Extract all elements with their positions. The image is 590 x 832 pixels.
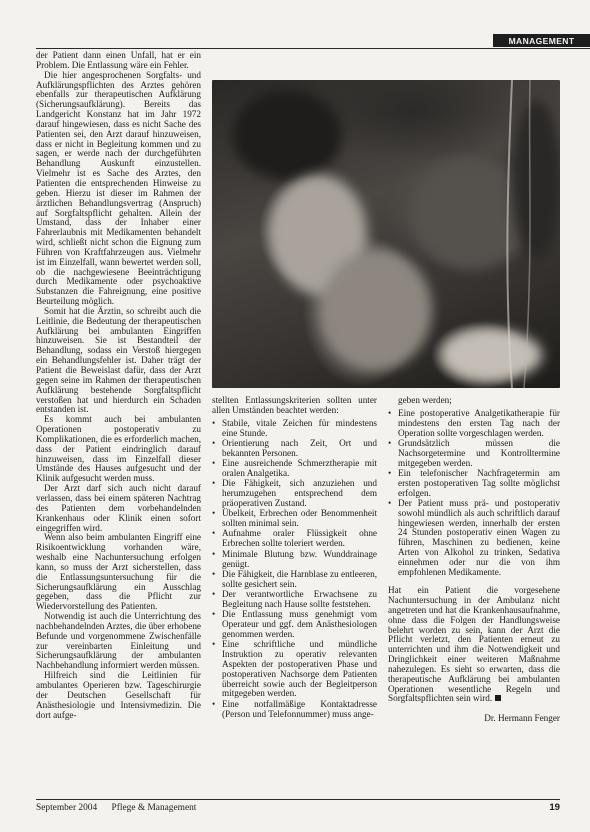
list-item: • Eine postoperative Analgetikatherapie für mindestens den ersten Tag nach der Operation sollte vorgeschlagen werden.	[388, 407, 560, 438]
text-column-2	[212, 396, 377, 798]
end-of-article-mark	[495, 695, 501, 701]
discharge-criteria-list-continued	[388, 409, 560, 578]
paragraph: Wenn also beim ambulanten Eingriff eine Risikoentwicklung vorhanden wäre, weshalb eine Nachuntersuchung erfolgen kann, so muss der Arzt sicherstellen, dass die Entlassungsuntersuchung für die Sicherungsaufklärung ein Ausschlag gegeben, dass die Pflicht zur Wiedervorstellung des Patienten.	[36, 532, 201, 612]
paragraph: Die hier angesprochenen Sorgfalts- und Aufklärungspflichten des Arztes gehören ebenfalls zur therapeutischen Aufklärung (Sicherungsaufklärung). Bereits das Landgericht Konstanz hat im Jahr 1972 darauf hingewiesen, dass es nicht Sache des Patienten sei, den Arzt darauf hinzuweisen, dass er nicht in Begleitung kommen und zu sagen, er werde nach der durchgeführten Behandlung Auskunft einzustellen. Vielmehr ist es Sache des Arztes, den Patienten die entsprechenden Hinweise zu geben. Hierzu ist dieser im Rahmen der ärztlichen Behandlungsvertrag (Anspruch) auf Sorgfaltspflicht gehalten. Allein der Umstand, dass der Inhaber einer Fahrerlaubnis mit Medikamenten behandelt wird, schließt nicht schon die Eignung zum Führen von Kraftfahrzeugen aus. Vielmehr ist im Einzelfall, wann bewertet werden soll, ob die nachgewiesene Beeinträchtigung durch Medikamente oder psychoaktive Substanzen die Fahreignung, eine positive Beurteilung möglich.	[36, 69, 201, 307]
list-item: • Übelkeit, Erbrechen oder Benommenheit sollten minimal sein.	[212, 508, 377, 529]
list-item: • Eine ausreichende Schmerztherapie mit oralen Analgetika.	[212, 458, 377, 478]
section-tag: MANAGEMENT	[493, 34, 590, 47]
list-item: • Die Entlassung muss genehmigt vom Operateur und ggf. dem Anästhesiologen genommen werden.	[212, 609, 377, 639]
list-item: • Der Patient muss prä- und postoperativ sowohl mündlich als auch schriftlich darauf hingewiesen werden, innerhalb der ersten 24 Stunden postoperativ einen Wagen zu führen, Maschinen zu bedienen, keine Arten von Alkohol zu trinken, Sedativa einnehmen oder nur die von ihm empfohlenen Medikamente.	[388, 497, 560, 577]
text-column-1	[36, 51, 201, 798]
list-item: • Stabile, vitale Zeichen für mindestens eine Stunde.	[212, 417, 377, 438]
list-item: • Die Fähigkeit, die Harnblase zu entleeren, sollte gesichert sein.	[212, 568, 377, 589]
footer-info	[36, 803, 208, 813]
magazine-name: Pflege & Management	[111, 803, 197, 813]
paragraph: Hilfreich sind die Leitlinien für ambulantes Operieren bzw. Tageschirurgie der Deutschen Gesellschaft für Anästhesiologie und Intensivmedizin. Die dort aufge-	[36, 670, 201, 720]
paragraph: stellten Entlassungskriterien sollten unter allen Umständen beachtet werden:	[212, 396, 377, 415]
header-rule	[36, 48, 590, 49]
list-item: • Minimale Blutung bzw. Wunddrainage genügt.	[212, 548, 377, 569]
list-item: • Aufnahme oraler Flüssigkeit ohne Erbrechen sollte toleriert werden.	[212, 528, 377, 549]
paragraph: Es kommt auch bei ambulanten Operationen postoperativ zu Komplikationen, die es erforderlich machen, dass der Patient eindringlich darauf hinzuweisen, dass im Einzelfall dieser Umstände des Hauses aufgesucht und der Klinik aufgesucht werden muss.	[36, 414, 201, 484]
page-number: 19	[549, 802, 560, 813]
list-item: • Grundsätzlich müssen die Nachsorgetermine und Kontrolltermine mitgegeben werden.	[388, 437, 560, 468]
list-item: • Orientierung nach Zeit, Ort und bekannten Personen.	[212, 437, 377, 458]
paragraph: Notwendig ist auch die Unterrichtung des nachbehandelnden Arztes, die über erhobene Befunde und vorgenommene Zwischenfälle zur vereinbarten Einleitung und Sicherungsaufklärung der ambulanten Nachbehandlung informiert werden müssen.	[36, 611, 201, 671]
paragraph: Somit hat die Ärztin, so schreibt auch die Leitlinie, die Bedeutung der therapeutischen Aufklärung bei ambulanten Eingriffen hinzuweisen. Sie ist Bestandteil der Behandlung, sodass ein Verstoß hiergegen ein Behandlungsfehler ist. Daher trägt der Patient die Beweislast dafür, dass der Arzt gegen seine im Rahmen der therapeutischen Aufklärung bestehende Sorgfaltspflicht verstoßen hat und hierdurch ein Schaden entstanden ist.	[36, 305, 201, 415]
author-byline: Dr. Hermann Fenger	[484, 713, 560, 724]
list-item: • Der verantwortliche Erwachsene zu Begleitung nach Hause sollte feststehen.	[212, 589, 377, 609]
issue-date: September 2004	[36, 803, 98, 813]
list-item: • Die Fähigkeit, sich anzuziehen und herumzugehen entsprechend dem präoperativen Zustand.	[212, 478, 377, 508]
list-item: • Eine schriftliche und mündliche Instruktion zu operativ relevanten Aspekten der postoperativen Phase und postoperativen Nachsorge dem Patienten überreicht sowie auch der Begleitperson mitgegeben werden.	[212, 639, 377, 699]
footer-rule	[36, 799, 560, 800]
closing-paragraph: Hat ein Patient die vorgesehene Nachuntersuchung in der Ambulanz nicht angetreten und hat die Krankenhausaufnahme, ohne dass die Folgen der Handlungsweise belehrt worden zu sein, kann der Arzt die Pflicht verletzt, den Patienten erneut zu unterrichten und ihm die Notwendigkeit und Dringlichkeit einer weiteren Maßnahme nahezulegen. Es sieht so erwarten, dass die therapeutische Aufklärung bei ambulanten Operationen wesentliche Regeln und Sorgfaltspflichten sein wird.	[388, 585, 560, 704]
paragraph: der Patient dann einen Unfall, hat er ein Problem. Die Entlassung wäre ein Fehler.	[36, 51, 201, 70]
photo-detail-lines	[212, 80, 560, 388]
article-photo	[212, 80, 560, 388]
list-item: • Ein telefonischer Nachfragetermin am ersten postoperativen Tag sollte möglichst erfolgen.	[388, 467, 560, 498]
paragraph: Der Arzt darf sich auch nicht darauf verlassen, dass bei einem späteren Nachtrag des Patienten dem vorbehandelnden Krankenhaus oder Klinik einen sofort eingegriffen wird.	[36, 483, 201, 533]
text-column-3	[388, 396, 560, 798]
discharge-criteria-list	[212, 419, 377, 720]
paragraph: geben werden;	[398, 396, 452, 405]
list-item: • Eine notfallmäßige Kontaktadresse (Person und Telefonnummer) muss ange-	[212, 698, 377, 719]
